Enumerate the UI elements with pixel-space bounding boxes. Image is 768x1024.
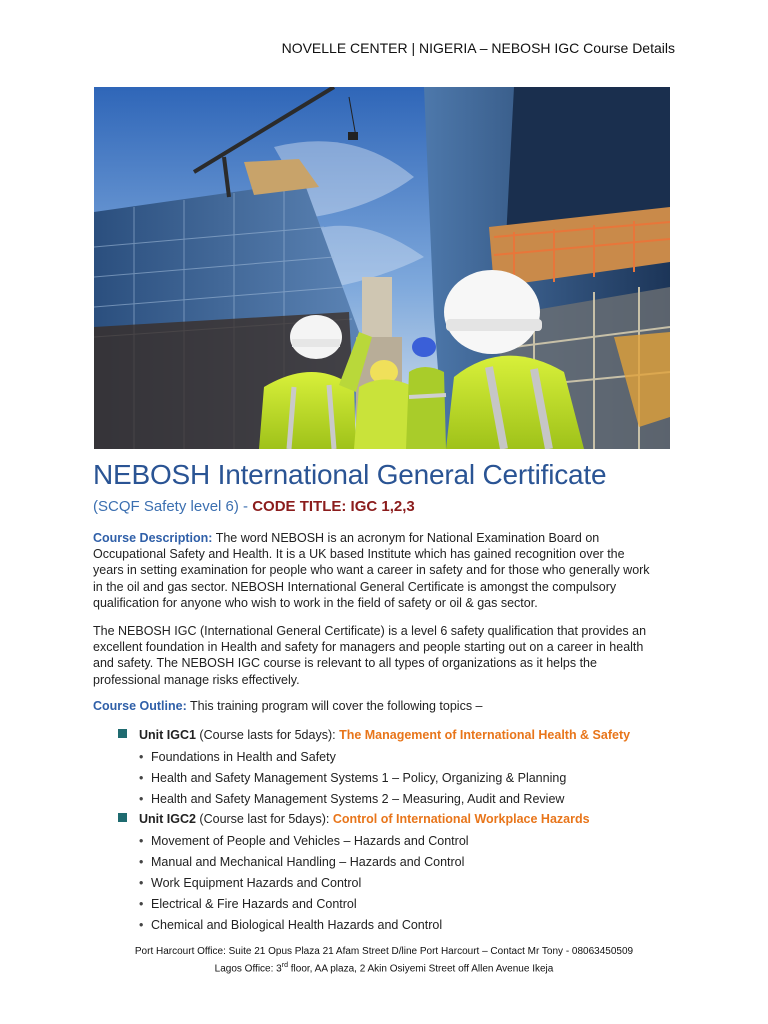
course-outline-text: This training program will cover the following topics – <box>186 699 483 713</box>
igc-paragraph-line: professional manage risks effectively. <box>93 672 300 687</box>
course-description-label: Course Description: <box>93 531 213 545</box>
unit-duration: (Course lasts for 5days): <box>195 728 340 742</box>
topic-text: Electrical & Fire Hazards and Control <box>151 897 357 911</box>
scqf-level: (SCQF Safety level 6) - <box>93 498 253 515</box>
dot-bullet-icon: • <box>139 834 144 848</box>
footer-lagos <box>0 962 768 974</box>
topic-item <box>118 831 678 852</box>
page-title: NEBOSH International General Certificate <box>93 459 607 490</box>
topic-item <box>118 915 678 936</box>
subtitle <box>93 498 415 515</box>
footer-lagos-post: floor, AA plaza, 2 Akin Osiyemi Street off Allen Avenue Ikeja <box>287 963 554 975</box>
unit-igc2 <box>118 810 678 831</box>
code-title: CODE TITLE: IGC 1,2,3 <box>252 498 415 515</box>
topic-item <box>118 873 678 894</box>
course-outline <box>93 698 679 714</box>
topic-text: Work Equipment Hazards and Control <box>151 876 362 890</box>
dot-bullet-icon: • <box>139 771 144 785</box>
topic-text: Manual and Mechanical Handling – Hazards and Control <box>151 855 465 869</box>
dot-bullet-icon: • <box>139 918 144 932</box>
dot-bullet-icon: • <box>139 792 144 806</box>
course-description-line: Occupational Safety and Health. It is a UK based Institute which has gained recognition over the <box>93 547 625 562</box>
dot-bullet-icon: • <box>139 855 144 869</box>
footer-lagos-pre: Lagos Office: 3 <box>214 963 282 975</box>
course-description-line: in the oil and gas sector. NEBOSH International General Certificate is amongst the compulsory <box>93 579 617 594</box>
igc-paragraph <box>93 623 679 688</box>
igc-paragraph-line: The NEBOSH IGC (International General Certificate) is a level 6 safety qualification that provides an <box>93 624 647 638</box>
igc-paragraph-line: and safety. The NEBOSH IGC course is relevant to all types of organizations as it helps the <box>93 656 597 671</box>
topic-text: Movement of People and Vehicles – Hazards and Control <box>151 834 469 848</box>
topic-item <box>118 747 678 768</box>
page-header: NOVELLE CENTER | NIGERIA – NEBOSH IGC Course Details <box>281 40 675 56</box>
unit-duration: (Course last for 5days): <box>195 812 333 826</box>
topic-text: Chemical and Biological Health Hazards and Control <box>151 918 443 932</box>
unit-name: Unit IGC1 <box>139 728 196 742</box>
footer-lagos-sup: rd <box>281 962 288 969</box>
footer-port-harcourt: Port Harcourt Office: Suite 21 Opus Plaza 21 Afam Street D/line Port Harcourt – Contact Mr Tony - 08063450509 <box>134 946 634 957</box>
square-bullet-icon <box>118 813 127 822</box>
topic-text: Health and Safety Management Systems 1 – Policy, Organizing & Planning <box>151 771 567 785</box>
topic-text: Foundations in Health and Safety <box>151 750 336 764</box>
topic-item <box>118 894 678 915</box>
dot-bullet-icon: • <box>139 897 144 911</box>
unit-igc1 <box>118 726 678 747</box>
course-outline-label: Course Outline: <box>93 699 187 713</box>
unit-title: The Management of International Health & Safety <box>339 728 631 742</box>
course-description-line: The word NEBOSH is an acronym for National Examination Board on <box>212 531 600 545</box>
topic-item <box>118 768 678 789</box>
unit-list <box>118 726 678 936</box>
dot-bullet-icon: • <box>139 876 144 890</box>
course-description <box>93 530 679 611</box>
topic-item <box>118 789 678 810</box>
square-bullet-icon <box>118 729 127 738</box>
unit-title: Control of International Workplace Hazards <box>332 812 590 826</box>
course-description-line: years in setting examination for people who want a career in safety and for those who generally work <box>93 563 650 578</box>
course-description-line: qualification for anyone who wish to work in the field of safety or oil & gas sector. <box>93 595 538 610</box>
igc-paragraph-line: excellent foundation in Health and safety for managers and people starting out on a career in health <box>93 640 644 655</box>
topic-text: Health and Safety Management Systems 2 – Measuring, Audit and Review <box>151 792 565 806</box>
topic-item <box>118 852 678 873</box>
dot-bullet-icon: • <box>139 750 144 764</box>
unit-name: Unit IGC2 <box>139 812 196 826</box>
hero-photo <box>94 87 670 449</box>
